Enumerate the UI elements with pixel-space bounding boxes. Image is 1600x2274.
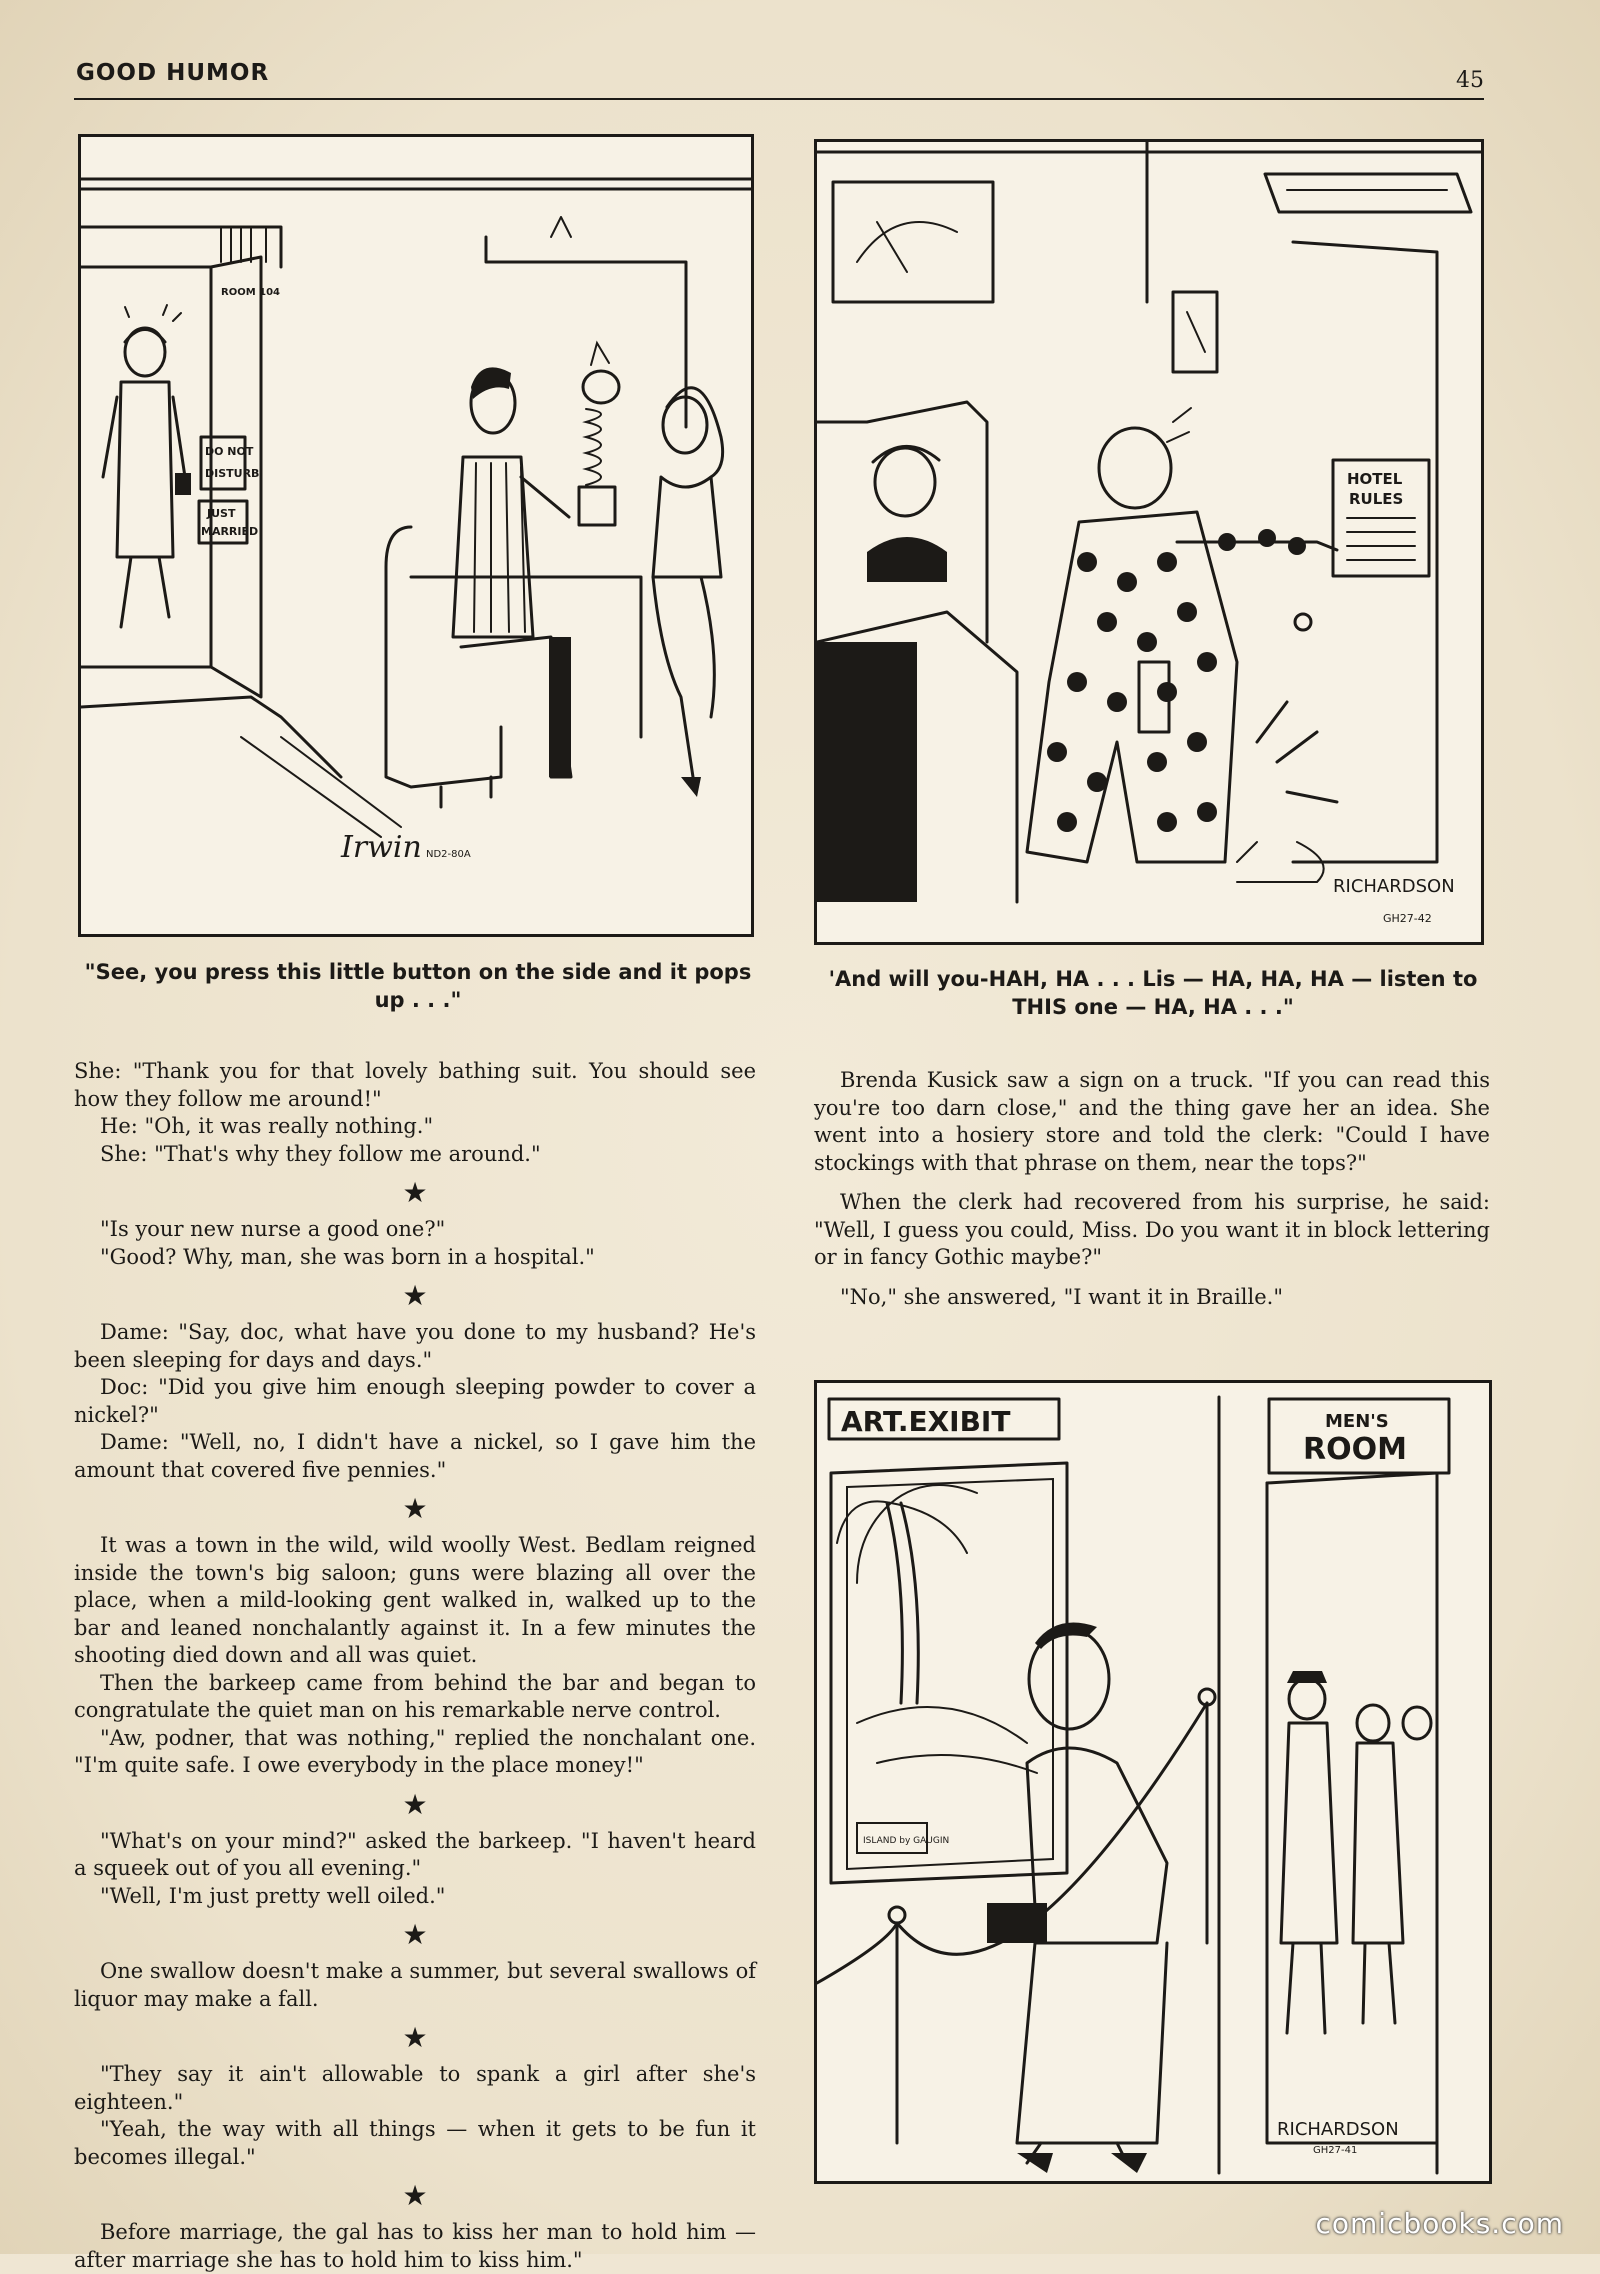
sign-mens: MEN'S: [1325, 1411, 1389, 1432]
magazine-title: GOOD HUMOR: [76, 60, 270, 86]
sign-room-number: ROOM 104: [221, 287, 281, 298]
joke-paragraph: He: "Oh, it was really nothing.": [100, 1114, 434, 1138]
svg-text:GH27-42: GH27-42: [1383, 912, 1432, 925]
joke-paragraph: Brenda Kusick saw a sign on a truck. "If you can read this you're too darn close," and the thing gave her an idea. She went into a hosiery store and told the clerk: "Could I have stockings with that phrase on them, near the tops?": [814, 1068, 1490, 1175]
sign-just-married: JUST: [207, 507, 236, 520]
cartoon-panel-art-exhibit: [814, 1380, 1492, 2184]
joke-paragraph: Dame: "Say, doc, what have you done to my husband? He's been sleeping for days and days.": [74, 1320, 756, 1372]
svg-text:MARRIED: MARRIED: [201, 525, 259, 538]
paragraph-gap: [814, 1272, 1490, 1284]
joke-paragraph: "No," she answered, "I want it in Braille.": [840, 1284, 1283, 1309]
left-jokes-column: [74, 1058, 756, 2274]
joke-paragraph: "They say it ain't allowable to spank a girl after she's eighteen.": [74, 2062, 756, 2114]
separator-star-icon: ★: [402, 1176, 428, 1209]
cartoon-illustration-art-exhibit: [817, 1383, 1489, 2181]
artist-signature: RICHARDSON: [1277, 2119, 1399, 2140]
cartoon-illustration-newlyweds: [81, 137, 751, 934]
joke-paragraph: Doc: "Did you give him enough sleeping powder to cover a nickel?": [74, 1375, 756, 1427]
svg-text:GH27-41: GH27-41: [1313, 2145, 1358, 2156]
joke-paragraph: "Good? Why, man, she was born in a hospital.": [100, 1244, 595, 1269]
joke-paragraph: It was a town in the wild, wild woolly West. Bedlam reigned inside the town's big saloon; guns were blazing all over the place, when a mild-looking gent walked in, walked up to the bar and leaned nonchalantly against it. In a few minutes the shooting died down and all was quiet.: [74, 1533, 756, 1667]
joke-paragraph: "What's on your mind?" asked the barkeep. "I haven't heard a squeek out of you all evening.": [74, 1828, 756, 1880]
svg-text:ND2-80A: ND2-80A: [426, 849, 471, 860]
svg-text:RULES: RULES: [1349, 490, 1404, 508]
joke-paragraph: "Yeah, the way with all things — when it gets to be fun it becomes illegal.": [74, 2117, 756, 2169]
joke-paragraph: She: "That's why they follow me around.": [100, 1141, 541, 1166]
cartoon-panel-hotel: [814, 139, 1484, 945]
svg-text:DISTURB: DISTURB: [205, 467, 260, 480]
header-rule: [74, 98, 1484, 100]
cartoon-panel-newlyweds: [78, 134, 754, 937]
joke-paragraph: Before marriage, the gal has to kiss her man to hold him — after marriage she has to hold him to kiss him.": [74, 2220, 756, 2272]
cartoon-caption-hotel: 'And will you-HAH, HA . . . Lis — HA, HA, HA — listen to THIS one — HA, HA . . .": [828, 967, 1478, 1019]
cartoon-illustration-hotel: [817, 142, 1481, 942]
joke-paragraph: When the clerk had recovered from his surprise, he said: "Well, I guess you could, Miss. Do you want it in block lettering or in fancy Gothic maybe?": [814, 1190, 1490, 1269]
sign-art-exibit: ART.EXIBIT: [841, 1405, 1011, 1438]
separator-star-icon: ★: [402, 1492, 428, 1525]
separator-star-icon: ★: [402, 1787, 428, 1821]
separator-star-icon: ★: [402, 2021, 428, 2054]
right-jokes-column: [814, 1067, 1490, 1311]
artist-signature: Irwin: [341, 830, 422, 865]
artist-signature: RICHARDSON: [1333, 876, 1455, 897]
joke-paragraph: "Well, I'm just pretty well oiled.": [100, 1883, 446, 1908]
page-number: 45: [1456, 68, 1484, 93]
separator-star-icon: ★: [402, 1918, 428, 1951]
joke-paragraph: Then the barkeep came from behind the bar and began to congratulate the quiet man on his remarkable nerve control.: [74, 1670, 756, 1722]
sign-do-not-disturb: DO NOT: [205, 445, 254, 458]
paragraph-gap: [814, 1177, 1490, 1189]
cartoon-caption-newlyweds: "See, you press this little button on the side and it pops up . . .": [84, 960, 752, 1012]
separator-star-icon: ★: [402, 1279, 428, 1312]
joke-paragraph: One swallow doesn't make a summer, but several swallows of liquor may make a fall.: [74, 1959, 756, 2011]
joke-paragraph: "Is your new nurse a good one?": [100, 1217, 446, 1241]
watermark: comicbooks.com: [1315, 2207, 1564, 2240]
separator-star-icon: ★: [402, 2179, 428, 2212]
sign-room: ROOM: [1303, 1432, 1407, 1467]
sign-hotel-rules: HOTEL: [1347, 470, 1403, 488]
svg-text:ISLAND by GAUGIN: ISLAND by GAUGIN: [863, 1836, 950, 1846]
joke-paragraph: Dame: "Well, no, I didn't have a nickel, so I gave him the amount that covered five pennies.": [74, 1430, 756, 1482]
joke-paragraph: She: "Thank you for that lovely bathing suit. You should see how they follow me around!": [74, 1059, 756, 1111]
joke-paragraph: "Aw, podner, that was nothing," replied the nonchalant one. "I'm quite safe. I owe everybody in the place money!": [74, 1725, 756, 1777]
